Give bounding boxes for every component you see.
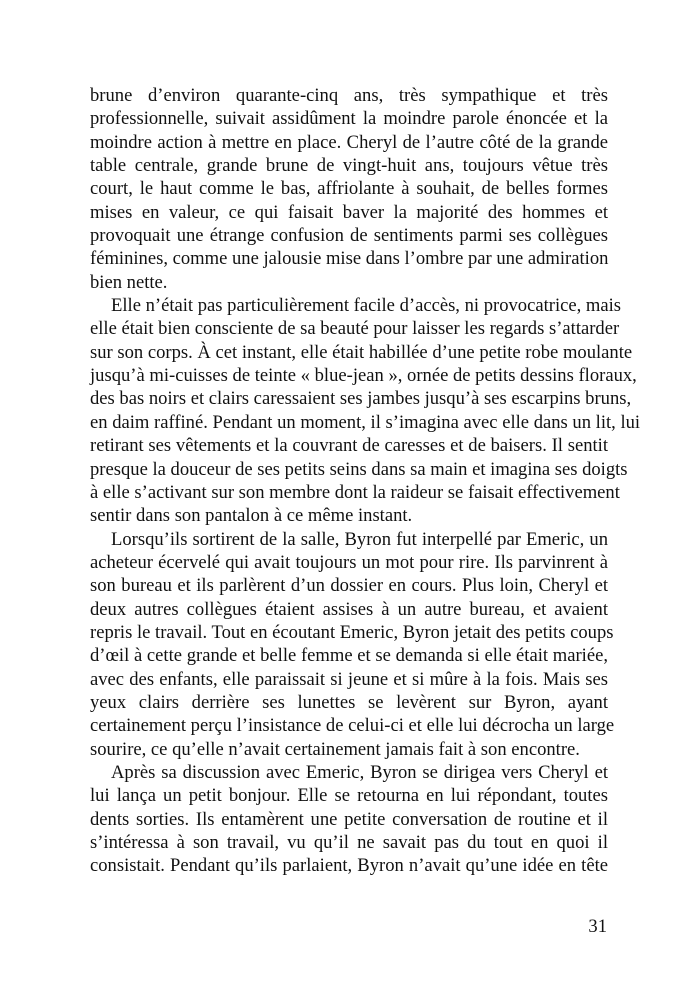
text-line: d’œil à cette grande et belle femme et se demanda si elle était mariée, <box>90 645 608 667</box>
text-line: sentir dans son pantalon à ce même instant. <box>90 505 413 527</box>
text-line: son bureau et ils parlèrent d’un dossier en cours. Plus loin, Cheryl et <box>90 575 608 597</box>
body-text <box>90 84 641 878</box>
text-line: bien nette. <box>90 271 168 293</box>
text-line: yeux clairs derrière ses lunettes se levèrent sur Byron, ayant <box>90 691 608 713</box>
text-line: acheteur écervelé qui avait toujours un mot pour rire. Ils parvinrent à <box>90 551 608 573</box>
text-line: elle était bien consciente de sa beauté pour laisser les regards s’attarder <box>90 318 620 340</box>
text-line: repris le travail. Tout en écoutant Emeric, Byron jetait des petits coups <box>90 621 614 643</box>
text-line: Après sa discussion avec Emeric, Byron se dirigea vers Cheryl et <box>111 761 608 783</box>
paragraph <box>90 761 608 878</box>
text-line: dents sorties. Ils entamèrent une petite conversation de routine et il <box>90 808 608 830</box>
text-line: Lorsqu’ils sortirent de la salle, Byron fut interpellé par Emeric, un <box>111 528 608 550</box>
text-line: moindre action à mettre en place. Cheryl de l’autre côté de la grande <box>90 131 608 153</box>
page-number: 31 <box>588 916 607 937</box>
text-line: à elle s’activant sur son membre dont la raideur se faisait effectivement <box>90 481 620 503</box>
text-line: sourire, ce qu’elle n’avait certainement jamais fait à son encontre. <box>90 738 580 760</box>
text-line: lui lança un petit bonjour. Elle se retourna en lui répondant, toutes <box>90 785 608 807</box>
paragraph <box>90 84 608 294</box>
text-line: jusqu’à mi-cuisses de teinte « blue-jean », ornée de petits dessins floraux, <box>90 365 637 387</box>
text-line: consistait. Pendant qu’ils parlaient, Byron n’avait qu’une idée en tête <box>90 855 608 877</box>
text-line: s’intéressa à son travail, vu qu’il ne savait pas du tout en quoi il <box>90 832 608 853</box>
text-line: professionnelle, suivait assidûment la moindre parole énoncée et la <box>90 108 608 130</box>
paragraph <box>90 294 641 527</box>
text-line: en daim raffiné. Pendant un moment, il s’imagina avec elle dans un lit, lui <box>90 411 641 433</box>
text-line: court, le haut comme le bas, affriolante à souhait, de belles formes <box>90 178 608 200</box>
text-line: mises en valeur, ce qui faisait baver la majorité des hommes et <box>90 201 608 223</box>
text-line: table centrale, grande brune de vingt-huit ans, toujours vêtue très <box>90 155 608 177</box>
text-line: des bas noirs et clairs caressaient ses jambes jusqu’à ses escarpins bruns, <box>90 388 632 410</box>
text-line: féminines, comme une jalousie mise dans l’ombre par une admiration <box>90 248 609 270</box>
text-line: sur son corps. À cet instant, elle était habillée d’une petite robe moulante <box>90 341 633 363</box>
paragraph <box>90 528 615 761</box>
text-line: certainement perçu l’insistance de celui-ci et elle lui décrocha un large <box>90 715 615 737</box>
text-line: retirant ses vêtements et la couvrant de caresses et de baisers. Il sentit <box>90 435 608 457</box>
text-line: Elle n’était pas particulièrement facile d’accès, ni provocatrice, mais <box>111 295 622 317</box>
text-line: presque la douceur de ses petits seins dans sa main et imagina ses doigts <box>90 458 628 480</box>
text-line: brune d’environ quarante-cinq ans, très sympathique et très <box>90 85 608 106</box>
text-line: avec des enfants, elle paraissait si jeune et si mûre à la fois. Mais ses <box>90 668 608 690</box>
text-line: deux autres collègues étaient assises à un autre bureau, et avaient <box>90 598 608 620</box>
text-line: provoquait une étrange confusion de sentiments parmi ses collègues <box>90 225 608 247</box>
